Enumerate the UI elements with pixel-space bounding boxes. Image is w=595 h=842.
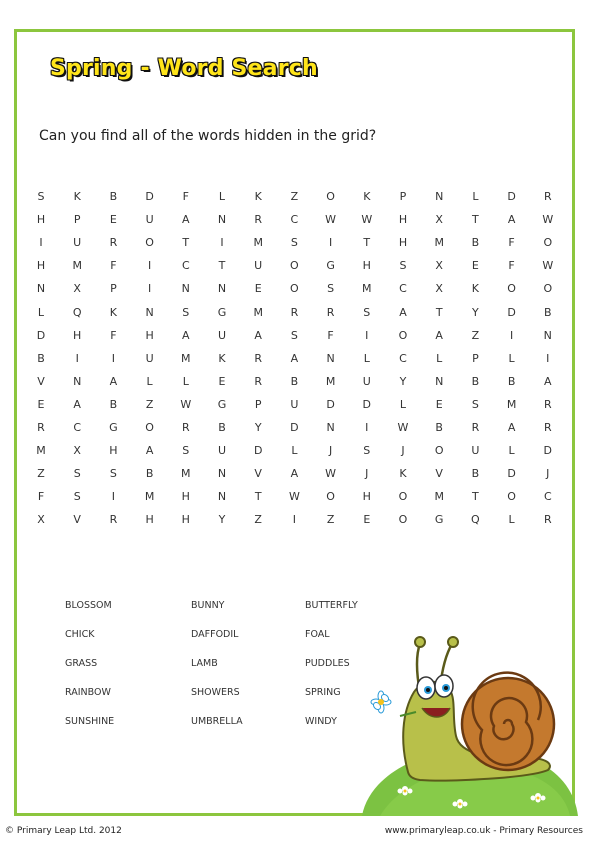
grid-letter: T <box>363 236 371 250</box>
grid-letter: S <box>399 259 407 273</box>
grid-letter: H <box>398 236 408 250</box>
grid-letter: X <box>435 213 443 227</box>
grid-letter: N <box>36 282 46 296</box>
grid-letter: N <box>543 328 552 342</box>
grid-letter: O <box>398 490 408 504</box>
word-item: WINDY <box>305 716 337 727</box>
grid-letter: F <box>508 236 515 250</box>
grid-letter: M <box>36 444 46 458</box>
grid-letter: R <box>290 305 299 319</box>
grid-letter: F <box>182 190 189 203</box>
grid-letter: G <box>217 305 227 319</box>
grid-letter: L <box>146 374 153 388</box>
grid-letter: S <box>182 305 190 319</box>
grid-letter: Y <box>472 305 479 319</box>
grid-letter: J <box>401 444 405 458</box>
grid-letter: I <box>509 328 514 342</box>
grid-letter: D <box>507 467 516 481</box>
grid-letter: F <box>327 328 334 342</box>
grid-letter: U <box>145 213 154 227</box>
grid-letter: R <box>326 305 335 319</box>
grid-letter: T <box>472 213 479 227</box>
grid-letter: P <box>399 190 407 203</box>
grid-letter: H <box>362 490 371 504</box>
grid-letter: O <box>290 259 299 273</box>
grid-letter: S <box>327 282 335 296</box>
grid-letter: M <box>181 351 191 365</box>
grid-letter: C <box>290 213 299 227</box>
grid-letter: A <box>254 328 262 342</box>
grid-letter: E <box>254 282 262 296</box>
grid-letter: P <box>110 282 117 296</box>
grid-letter: N <box>217 282 227 296</box>
grid-letter: X <box>37 513 45 527</box>
antenna-tip-right <box>448 637 458 647</box>
grid-letter: X <box>435 259 443 273</box>
grid-letter: P <box>472 351 479 365</box>
grid-letter: M <box>144 490 155 504</box>
grid-letter: S <box>290 328 298 342</box>
grid-letter: U <box>362 374 371 388</box>
grid-letter: K <box>471 282 479 296</box>
grid-letter: N <box>326 351 335 365</box>
grid-letter: O <box>326 490 335 504</box>
grid-letter: A <box>145 444 154 458</box>
grid-letter: Z <box>145 397 154 411</box>
grid-letter: T <box>435 305 443 319</box>
grid-letter: L <box>508 351 515 365</box>
grid-letter: A <box>73 397 81 411</box>
grid-letter: U <box>217 444 227 458</box>
page-title: Spring - Word Search <box>50 56 318 81</box>
footer-copyright: © Primary Leap Ltd. 2012 <box>5 826 122 836</box>
grid-letter: J <box>365 467 369 481</box>
grid-letter: I <box>39 236 43 250</box>
grid-letter: R <box>543 421 552 434</box>
grid-letter: S <box>363 444 371 458</box>
grid-letter: H <box>145 513 154 527</box>
grid-letter: U <box>145 351 154 365</box>
grid-letter: G <box>109 421 118 434</box>
grid-letter: G <box>217 397 227 411</box>
grid-letter: W <box>325 467 337 481</box>
grid-letter: P <box>73 213 81 227</box>
grid-letter: F <box>110 259 117 273</box>
grid-letter: L <box>218 190 226 203</box>
grid-letter: N <box>435 190 444 203</box>
grid-letter: R <box>254 351 263 365</box>
grid-letter: A <box>544 374 552 388</box>
grid-letter: T <box>218 259 226 273</box>
word-item: BUNNY <box>191 600 225 611</box>
grid-letter: H <box>73 328 82 342</box>
grid-letter: D <box>36 328 46 342</box>
grid-letter: B <box>471 236 480 250</box>
grid-letter: S <box>73 467 81 481</box>
grid-letter: M <box>253 236 263 250</box>
grid-letter: P <box>254 397 262 411</box>
grid-letter: W <box>361 213 373 227</box>
grid-letter: B <box>471 374 480 388</box>
grid-letter: C <box>399 351 407 365</box>
grid-letter: V <box>435 467 443 481</box>
grid-letter: L <box>182 374 189 388</box>
grid-letter: I <box>111 490 116 504</box>
grid-letter: N <box>217 213 227 227</box>
grid-letter: B <box>507 374 516 388</box>
grid-letter: W <box>325 213 337 227</box>
grid-letter: C <box>543 490 552 504</box>
grid-letter: D <box>253 444 263 458</box>
antenna-tip-left <box>415 637 425 647</box>
grid-letter: L <box>399 397 407 411</box>
grid-letter: O <box>507 490 516 504</box>
grid-letter: O <box>326 190 335 203</box>
grid-letter: B <box>471 467 480 481</box>
grid-letter: O <box>434 444 444 458</box>
word-item: FOAL <box>305 629 330 640</box>
snail-illustration <box>360 632 580 818</box>
grid-letter: T <box>472 490 479 504</box>
grid-letter: D <box>507 190 516 203</box>
grid-letter: A <box>109 374 118 388</box>
grid-letter: Q <box>471 513 480 527</box>
grid-letter: L <box>472 190 479 203</box>
grid-letter: G <box>326 259 335 273</box>
grid-letter: W <box>397 421 409 434</box>
grid-letter: I <box>147 259 152 273</box>
grid-letter: V <box>73 513 81 527</box>
grid-letter: E <box>218 374 226 388</box>
word-item: CHICK <box>65 629 95 640</box>
grid-letter: A <box>290 467 299 481</box>
grid-letter: E <box>37 397 45 411</box>
grid-letter: C <box>73 421 82 434</box>
grid-letter: G <box>434 513 444 527</box>
grid-letter: S <box>109 467 117 481</box>
grid-letter: S <box>182 444 190 458</box>
grid-letter: A <box>182 328 190 342</box>
grid-letter: Z <box>37 467 45 481</box>
grid-letter: Y <box>254 421 262 434</box>
grid-letter: S <box>290 236 298 250</box>
grid-letter: E <box>109 213 117 227</box>
grid-letter: H <box>109 444 118 458</box>
grid-letter: K <box>73 190 81 203</box>
grid-letter: A <box>507 213 516 227</box>
word-item: RAINBOW <box>65 687 111 698</box>
grid-letter: U <box>290 397 299 411</box>
grid-letter: Z <box>471 328 480 342</box>
grid-letter: O <box>398 513 408 527</box>
grid-letter: E <box>363 513 371 527</box>
grid-letter: T <box>254 490 262 504</box>
grid-letter: W <box>288 490 300 504</box>
grid-letter: O <box>145 236 154 250</box>
grid-letter: R <box>543 190 552 203</box>
grid-letter: U <box>217 328 227 342</box>
grid-letter: E <box>435 397 443 411</box>
grid-letter: I <box>328 236 333 250</box>
word-item: SPRING <box>305 687 341 698</box>
grid-letter: O <box>145 421 154 434</box>
grid-letter: L <box>37 305 45 319</box>
word-item: PUDDLES <box>305 658 350 669</box>
grid-letter: N <box>217 490 227 504</box>
grid-letter: I <box>220 236 224 250</box>
grid-letter: L <box>508 444 515 458</box>
grid-letter: O <box>290 282 299 296</box>
grid-letter: K <box>218 351 226 365</box>
grid-letter: K <box>363 190 371 203</box>
grid-letter: O <box>507 282 516 296</box>
grid-letter: S <box>471 397 479 411</box>
word-item: SUNSHINE <box>65 716 115 727</box>
grid-letter: U <box>254 259 263 273</box>
grid-letter: Z <box>254 513 262 527</box>
grid-letter: X <box>435 282 443 296</box>
footer-website: www.primaryleap.co.uk - Primary Resources <box>384 826 583 836</box>
grid-letter: B <box>109 190 118 203</box>
grid-letter: I <box>75 351 79 365</box>
grid-letter: R <box>543 397 552 411</box>
grid-letter: H <box>398 213 408 227</box>
grid-letter: R <box>471 421 480 434</box>
grid-letter: U <box>73 236 82 250</box>
grid-letter: M <box>253 305 263 319</box>
grid-letter: B <box>145 467 154 481</box>
grid-letter: B <box>218 421 226 434</box>
grid-letter: R <box>543 513 552 527</box>
word-item: UMBRELLA <box>191 716 243 727</box>
grid-letter: F <box>508 259 515 273</box>
grid-letter: X <box>73 282 81 296</box>
grid-letter: J <box>546 467 550 481</box>
grid-letter: N <box>73 374 82 388</box>
grid-letter: L <box>291 444 298 458</box>
grid-letter: S <box>37 190 45 203</box>
grid-letter: N <box>217 467 227 481</box>
grid-letter: I <box>147 282 152 296</box>
grid-letter: S <box>363 305 371 319</box>
grid-letter: W <box>542 259 554 273</box>
grid-letter: A <box>182 213 190 227</box>
grid-letter: N <box>181 282 190 296</box>
grid-letter: H <box>362 259 371 273</box>
word-item: LAMB <box>191 658 218 669</box>
word-item: DAFFODIL <box>191 629 239 640</box>
grid-letter: F <box>110 328 117 342</box>
grid-letter: L <box>508 513 515 527</box>
grid-letter: A <box>290 351 299 365</box>
grid-letter: M <box>181 467 191 481</box>
grid-letter: D <box>507 305 516 319</box>
grid-letter: E <box>471 259 479 273</box>
grid-letter: I <box>546 351 550 365</box>
grid-letter: D <box>326 397 335 411</box>
grid-letter: R <box>254 213 263 227</box>
grid-letter: H <box>181 513 190 527</box>
grid-letter: Q <box>72 305 82 319</box>
grid-letter: B <box>435 421 443 434</box>
grid-letter: R <box>109 513 118 527</box>
grid-letter: I <box>365 421 369 434</box>
grid-letter: I <box>365 328 369 342</box>
grid-letter: B <box>109 397 118 411</box>
grid-letter: B <box>37 351 45 365</box>
grid-letter: J <box>328 444 333 458</box>
grid-letter: R <box>181 421 190 434</box>
word-item: GRASS <box>65 658 98 669</box>
grid-letter: K <box>399 467 407 481</box>
grid-letter: N <box>326 421 335 434</box>
grid-letter: M <box>506 397 517 411</box>
word-item: SHOWERS <box>191 687 240 698</box>
grid-letter: D <box>145 190 154 203</box>
grid-letter: N <box>145 305 154 319</box>
grid-letter: S <box>73 490 81 504</box>
grid-letter: F <box>37 490 45 504</box>
grid-letter: D <box>290 421 299 434</box>
grid-letter: B <box>544 305 552 319</box>
grid-letter: B <box>290 374 299 388</box>
grid-letter: H <box>145 328 154 342</box>
grid-letter: R <box>109 236 118 250</box>
grid-letter: D <box>362 397 372 411</box>
grid-letter: K <box>254 190 262 203</box>
grid-letter: Z <box>326 513 335 527</box>
grid-letter: V <box>37 374 45 388</box>
grid-letter: L <box>363 351 370 365</box>
grid-letter: I <box>292 513 297 527</box>
grid-letter: D <box>543 444 553 458</box>
grid-letter: Z <box>290 190 299 203</box>
grid-letter: N <box>435 374 444 388</box>
word-item: BUTTERFLY <box>305 600 358 611</box>
grid-letter: O <box>543 236 553 250</box>
grid-letter: K <box>109 305 117 319</box>
word-item: BLOSSOM <box>65 600 112 611</box>
grid-letter: M <box>72 259 82 273</box>
grid-letter: L <box>436 351 443 365</box>
grid-letter: M <box>434 236 444 250</box>
grid-letter: H <box>36 213 46 227</box>
grid-letter: O <box>398 328 408 342</box>
grid-letter: V <box>254 467 262 481</box>
grid-letter: T <box>182 236 190 250</box>
grid-letter: M <box>362 282 372 296</box>
grid-letter: Y <box>399 374 407 388</box>
grid-letter: O <box>543 282 553 296</box>
instructions-text: Can you find all of the words hidden in the grid? <box>39 128 377 144</box>
grid-letter: H <box>36 259 46 273</box>
grid-letter: U <box>471 444 480 458</box>
grid-letter: A <box>507 421 516 434</box>
grid-letter: C <box>399 282 407 296</box>
grid-letter: C <box>181 259 190 273</box>
grid-letter: W <box>180 397 192 411</box>
grid-letter: H <box>181 490 190 504</box>
grid-letter: M <box>325 374 336 388</box>
grid-letter: A <box>399 305 407 319</box>
grid-letter: A <box>435 328 443 342</box>
grid-letter: X <box>73 444 81 458</box>
grid-letter: W <box>542 213 554 227</box>
grid-letter: Y <box>218 513 226 527</box>
grid-letter: R <box>254 374 263 388</box>
grid-letter: R <box>37 421 45 434</box>
grid-letter: M <box>434 490 444 504</box>
grid-letter: I <box>111 351 116 365</box>
